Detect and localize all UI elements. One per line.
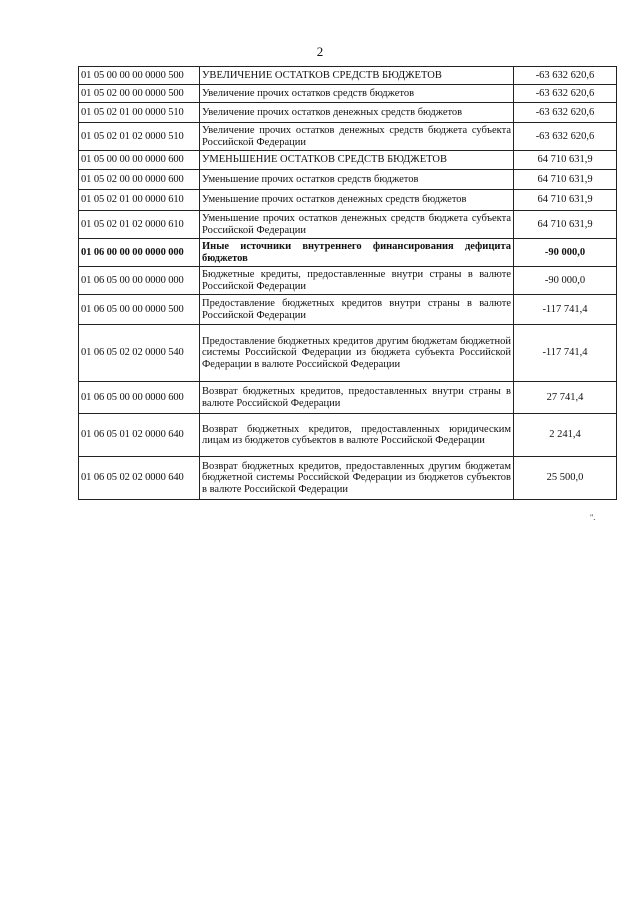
table-row xyxy=(79,325,617,382)
table-row xyxy=(79,123,617,151)
budget-code-cell: 01 05 02 01 02 0000 610 xyxy=(79,211,200,239)
table-row xyxy=(79,85,617,103)
amount-cell: -117 741,4 xyxy=(514,325,617,382)
table-row xyxy=(79,457,617,500)
amount-cell: 64 710 631,9 xyxy=(514,151,617,170)
budget-code-cell: 01 05 02 01 00 0000 610 xyxy=(79,190,200,211)
table-row xyxy=(79,382,617,414)
table-row xyxy=(79,151,617,170)
amount-cell: 25 500,0 xyxy=(514,457,617,500)
description-cell: Возврат бюджетных кредитов, предоставленных юридическим лицам из бюджетов субъектов в валюте Российской Федерации xyxy=(200,414,514,457)
budget-code-cell: 01 05 02 00 00 0000 600 xyxy=(79,170,200,190)
amount-cell: 64 710 631,9 xyxy=(514,190,617,211)
budget-code-cell: 01 05 02 00 00 0000 500 xyxy=(79,85,200,103)
description-cell: УВЕЛИЧЕНИЕ ОСТАТКОВ СРЕДСТВ БЮДЖЕТОВ xyxy=(200,67,514,85)
table-row-section-header xyxy=(79,239,617,267)
amount-cell: 2 241,4 xyxy=(514,414,617,457)
budget-code-cell: 01 05 02 01 00 0000 510 xyxy=(79,103,200,123)
budget-code-cell: 01 06 05 02 02 0000 640 xyxy=(79,457,200,500)
description-cell: Увеличение прочих остатков денежных средств бюджета субъекта Российской Федерации xyxy=(200,123,514,151)
table-row xyxy=(79,211,617,239)
table-row xyxy=(79,414,617,457)
table-row xyxy=(79,170,617,190)
budget-code-cell: 01 06 05 01 02 0000 640 xyxy=(79,414,200,457)
description-cell: Предоставление бюджетных кредитов внутри страны в валюте Российской Федерации xyxy=(200,295,514,325)
budget-code-cell: 01 06 00 00 00 0000 000 xyxy=(79,239,200,267)
budget-code-cell: 01 06 05 00 00 0000 000 xyxy=(79,267,200,295)
description-cell: Бюджетные кредиты, предоставленные внутри страны в валюте Российской Федерации xyxy=(200,267,514,295)
amount-cell: -90 000,0 xyxy=(514,267,617,295)
budget-code-cell: 01 06 05 02 02 0000 540 xyxy=(79,325,200,382)
budget-code-cell: 01 06 05 00 00 0000 600 xyxy=(79,382,200,414)
table-row xyxy=(79,103,617,123)
description-cell: Уменьшение прочих остатков средств бюджетов xyxy=(200,170,514,190)
closing-quote-mark: ". xyxy=(590,513,596,522)
budget-sources-table xyxy=(78,66,617,500)
amount-cell: 64 710 631,9 xyxy=(514,211,617,239)
description-cell: Предоставление бюджетных кредитов другим бюджетам бюджетной системы Российской Федерации из бюджета субъекта Российской Федерации в валюте Российской Федерации xyxy=(200,325,514,382)
amount-cell: 64 710 631,9 xyxy=(514,170,617,190)
budget-code-cell: 01 05 00 00 00 0000 600 xyxy=(79,151,200,170)
table-body xyxy=(79,67,617,500)
description-cell: Уменьшение прочих остатков денежных средств бюджетов xyxy=(200,190,514,211)
amount-cell: -90 000,0 xyxy=(514,239,617,267)
table-row xyxy=(79,267,617,295)
description-cell: Уменьшение прочих остатков денежных средств бюджета субъекта Российской Федерации xyxy=(200,211,514,239)
table-row xyxy=(79,67,617,85)
budget-code-cell: 01 05 02 01 02 0000 510 xyxy=(79,123,200,151)
amount-cell: -63 632 620,6 xyxy=(514,123,617,151)
page-number: 2 xyxy=(316,44,324,59)
budget-code-cell: 01 06 05 00 00 0000 500 xyxy=(79,295,200,325)
description-cell: Возврат бюджетных кредитов, предоставленных другим бюджетам бюджетной системы Российской Федерации из бюджетов субъектов в валюте Российской Федерации xyxy=(200,457,514,500)
description-cell: УМЕНЬШЕНИЕ ОСТАТКОВ СРЕДСТВ БЮДЖЕТОВ xyxy=(200,151,514,170)
budget-code-cell: 01 05 00 00 00 0000 500 xyxy=(79,67,200,85)
amount-cell: -117 741,4 xyxy=(514,295,617,325)
description-cell: Увеличение прочих остатков денежных средств бюджетов xyxy=(200,103,514,123)
amount-cell: -63 632 620,6 xyxy=(514,103,617,123)
amount-cell: -63 632 620,6 xyxy=(514,67,617,85)
table-row xyxy=(79,190,617,211)
amount-cell: -63 632 620,6 xyxy=(514,85,617,103)
description-cell: Увеличение прочих остатков средств бюджетов xyxy=(200,85,514,103)
amount-cell: 27 741,4 xyxy=(514,382,617,414)
table-row xyxy=(79,295,617,325)
description-cell: Возврат бюджетных кредитов, предоставленных внутри страны в валюте Российской Федерации xyxy=(200,382,514,414)
description-cell: Иные источники внутреннего финансирования дефицита бюджетов xyxy=(200,239,514,267)
